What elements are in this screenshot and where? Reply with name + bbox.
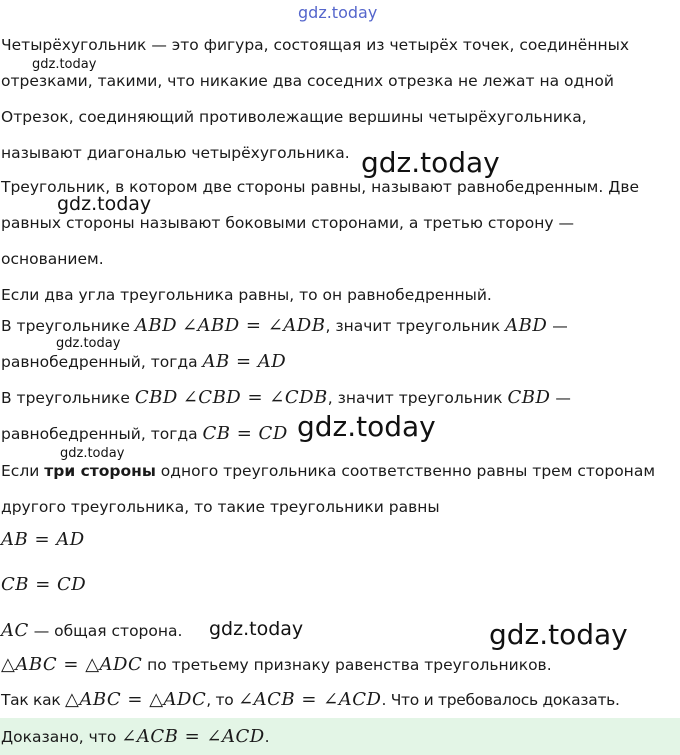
text-span: , значит треугольник: [325, 317, 506, 335]
text-span: Если: [1, 462, 45, 480]
watermark: gdz.today: [32, 57, 97, 72]
math-expression: CBD: [507, 387, 551, 408]
text-span: —: [547, 317, 568, 335]
math-expression: ∠ACB = ∠ACD: [238, 689, 382, 710]
text-line: равных стороны называют боковыми сторонами, а третью сторону —: [1, 214, 574, 232]
text-line: [1, 388, 571, 408]
text-span: —: [550, 389, 571, 407]
watermark: gdz.today: [56, 336, 121, 351]
text-span: .: [264, 728, 270, 746]
text-line: основанием.: [1, 250, 104, 268]
math-expression: CB = CD: [202, 423, 288, 444]
watermark: gdz.today: [297, 410, 436, 443]
text-span: одного треугольника соответственно равны трем сторонам: [155, 462, 656, 480]
text-line: отрезками, такими, что никакие два соседних отрезка не лежат на одной: [1, 72, 614, 90]
text-line: называют диагональю четырёхугольника.: [1, 144, 350, 162]
text-line: Отрезок, соединяющий противолежащие вершины четырёхугольника,: [1, 108, 587, 126]
watermark-top: gdz.today: [298, 3, 378, 22]
math-expression: ∠ACB = ∠ACD: [121, 726, 265, 747]
text-line: [1, 690, 620, 710]
text-line: [1, 461, 655, 481]
text-line: [1, 655, 552, 675]
watermark: gdz.today: [489, 618, 628, 651]
text-line: Четырёхугольник — это фигура, состоящая из четырёх точек, соединённых: [1, 36, 630, 54]
text-span: В треугольнике: [1, 317, 135, 335]
text-line: другого треугольника, то такие треугольники равны: [1, 498, 440, 516]
math-expression: AB = AD: [202, 351, 287, 372]
watermark: gdz.today: [57, 193, 152, 215]
math-line: AB = AD: [1, 529, 85, 550]
text-line: [1, 352, 286, 372]
text-span: Так как: [1, 691, 66, 709]
text-line: [1, 316, 568, 336]
conclusion-line: [1, 727, 270, 747]
watermark: gdz.today: [60, 446, 125, 461]
math-expression: ∠CBD = ∠CDB: [182, 387, 328, 408]
text-span: Доказано, что: [1, 728, 122, 746]
text-line: [1, 424, 288, 444]
text-span: по третьему признаку равенства треугольников.: [142, 656, 552, 674]
math-expression: ABD: [505, 315, 548, 336]
text-line: Треугольник, в котором две стороны равны, называют равнобедренным. Две: [1, 178, 639, 196]
watermark: gdz.today: [209, 618, 304, 640]
math-expression: ABD: [134, 315, 178, 336]
text-line: Если два угла треугольника равны, то он равнобедренный.: [1, 286, 492, 304]
text-span: , значит треугольник: [327, 389, 508, 407]
text-span: . Что и требовалось доказать.: [381, 691, 620, 709]
text-span: В треугольнике: [1, 389, 135, 407]
math-expression: △ABC = △ADC: [65, 689, 207, 710]
math-line: CB = CD: [1, 574, 87, 595]
text-span: равнобедренный, тогда: [1, 353, 203, 371]
bold-text: три стороны: [44, 462, 156, 480]
math-expression: △ABC = △ADC: [1, 654, 143, 675]
text-span: , то: [206, 691, 239, 709]
math-expression: CBD: [134, 387, 178, 408]
math-expression: AC: [1, 620, 29, 641]
math-expression: ∠ABD = ∠ADB: [181, 315, 326, 336]
text-span: равнобедренный, тогда: [1, 425, 203, 443]
text-span: — общая сторона.: [28, 622, 183, 640]
watermark: gdz.today: [361, 146, 500, 179]
text-line: [1, 621, 182, 641]
